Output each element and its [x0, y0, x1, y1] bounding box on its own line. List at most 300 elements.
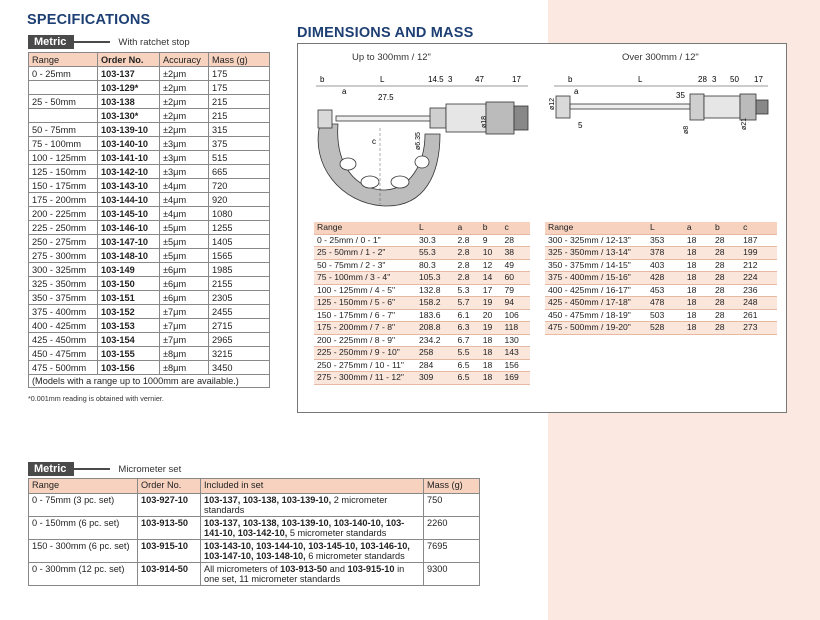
set-included: 103-137, 103-138, 103-139-10, 103-140-10, 103-141-10, 103-142-10, 5 micrometer standards — [201, 517, 424, 540]
dim-c: 28 — [501, 234, 530, 247]
dim-header-cell: b — [712, 222, 740, 234]
table-row — [314, 372, 530, 385]
table-row — [29, 165, 270, 179]
set-mass: 750 — [424, 494, 480, 517]
dim-b: 9 — [480, 234, 502, 247]
dim-c: 106 — [501, 309, 530, 322]
dim-c: 143 — [501, 347, 530, 360]
spec-footer-note: (Models with a range up to 1000mm are available.) — [28, 375, 270, 388]
spec-order-no: 103-143-10 — [98, 179, 160, 193]
spec-accuracy: ±6μm — [160, 291, 209, 305]
set-header-cell: Order No. — [138, 479, 201, 494]
dim-header-cell: L — [416, 222, 455, 234]
dim-a: 6.5 — [455, 372, 480, 385]
spec-range: 350 - 375mm — [29, 291, 98, 305]
table-row — [29, 319, 270, 333]
frame-hole — [415, 156, 429, 168]
dim-range: 125 - 150mm / 5 - 6" — [314, 297, 416, 310]
table-row — [545, 322, 777, 335]
dim-c: 236 — [740, 284, 777, 297]
micrometer-set-table — [28, 478, 480, 586]
dim-b: 28 — [712, 309, 740, 322]
dim-a: 2.8 — [455, 234, 480, 247]
set-range: 0 - 300mm (12 pc. set) — [29, 563, 138, 586]
table-row — [545, 297, 777, 310]
dim-label: 50 — [730, 75, 739, 84]
spec-order-no: 103-150 — [98, 277, 160, 291]
spec-order-no: 103-146-10 — [98, 221, 160, 235]
dim-b: 19 — [480, 322, 502, 335]
micrometer-drawing-left — [300, 64, 540, 220]
dim-a: 6.7 — [455, 334, 480, 347]
set-subtitle: Micrometer set — [118, 463, 182, 475]
dim-a: 6.3 — [455, 322, 480, 335]
spec-mass: 2455 — [209, 305, 270, 319]
left-caption: Up to 300mm / 12" — [352, 52, 431, 63]
dim-b: 14 — [480, 272, 502, 285]
table-row — [29, 563, 480, 586]
dim-L: 309 — [416, 372, 455, 385]
dim-range: 200 - 225mm / 8 - 9" — [314, 334, 416, 347]
dim-a: 18 — [684, 234, 712, 247]
spec-order-no: 103-155 — [98, 347, 160, 361]
spec-tag-row — [28, 35, 190, 49]
table-row — [29, 81, 270, 95]
dim-label: ø8 — [683, 125, 690, 134]
dim-label: b — [568, 75, 573, 84]
spec-order-no: 103-154 — [98, 333, 160, 347]
spec-order-no: 103-152 — [98, 305, 160, 319]
table-row — [314, 334, 530, 347]
spec-mass: 1985 — [209, 263, 270, 277]
dim-label: 14.5 — [428, 75, 444, 84]
spec-mass: 2155 — [209, 277, 270, 291]
table-row — [29, 207, 270, 221]
frame-hole — [391, 176, 409, 188]
dim-range: 225 - 250mm / 9 - 10" — [314, 347, 416, 360]
dim-header-cell: c — [501, 222, 530, 234]
table-row — [545, 272, 777, 285]
dim-label: ø18 — [481, 115, 488, 128]
dim-label: b — [320, 75, 325, 84]
dim-L: 353 — [647, 234, 684, 247]
spec-range: 150 - 175mm — [29, 179, 98, 193]
spec-accuracy: ±2μm — [160, 95, 209, 109]
spec-mass: 175 — [209, 67, 270, 81]
spec-order-no: 103-137 — [98, 67, 160, 81]
lock — [430, 108, 446, 128]
table-row — [29, 151, 270, 165]
spec-range: 400 - 425mm — [29, 319, 98, 333]
spec-header-cell: Range — [29, 53, 98, 67]
spec-accuracy: ±2μm — [160, 67, 209, 81]
table-row — [29, 494, 480, 517]
dim-b: 18 — [480, 359, 502, 372]
dim-c: 130 — [501, 334, 530, 347]
dim-label: c — [372, 137, 376, 146]
dim-L: 258 — [416, 347, 455, 360]
vernier-note: *0.001mm reading is obtained with vernier. — [28, 394, 164, 403]
thimble — [740, 94, 756, 120]
set-range: 150 - 300mm (6 pc. set) — [29, 540, 138, 563]
table-row — [314, 347, 530, 360]
spec-accuracy: ±6μm — [160, 277, 209, 291]
spec-range: 375 - 400mm — [29, 305, 98, 319]
spec-mass: 3215 — [209, 347, 270, 361]
dim-a: 6.5 — [455, 359, 480, 372]
ratchet — [514, 106, 528, 130]
dim-c: 187 — [740, 234, 777, 247]
spec-header-cell: Mass (g) — [209, 53, 270, 67]
spec-order-no: 103-151 — [98, 291, 160, 305]
dim-b: 20 — [480, 309, 502, 322]
set-header-cell: Range — [29, 479, 138, 494]
dim-b: 28 — [712, 322, 740, 335]
dim-header-cell: a — [684, 222, 712, 234]
spec-mass: 375 — [209, 137, 270, 151]
table-row — [545, 234, 777, 247]
dim-label: 5 — [578, 121, 583, 130]
dim-label: 3 — [712, 75, 717, 84]
dim-L: 234.2 — [416, 334, 455, 347]
dim-range: 75 - 100mm / 3 - 4" — [314, 272, 416, 285]
spec-accuracy: ±2μm — [160, 123, 209, 137]
dim-label: ø12 — [549, 97, 556, 110]
thimble — [486, 102, 514, 134]
dim-label: 3 — [448, 75, 453, 84]
anvil — [556, 96, 570, 118]
dim-c: 38 — [501, 247, 530, 260]
dim-L: 105.3 — [416, 272, 455, 285]
spec-order-no: 103-129* — [98, 81, 160, 95]
dim-label: 47 — [475, 75, 484, 84]
spec-header-row — [29, 53, 270, 67]
dimensions-table-left — [314, 222, 530, 385]
metric-tag: Metric — [28, 35, 74, 49]
spec-mass: 1080 — [209, 207, 270, 221]
table-row — [29, 235, 270, 249]
spec-mass: 2305 — [209, 291, 270, 305]
dim-L: 403 — [647, 259, 684, 272]
spec-order-no: 103-156 — [98, 361, 160, 375]
dim-range: 175 - 200mm / 7 - 8" — [314, 322, 416, 335]
spec-accuracy: ±3μm — [160, 165, 209, 179]
spec-order-no: 103-149 — [98, 263, 160, 277]
dim-header-cell: a — [455, 222, 480, 234]
dim-b: 28 — [712, 284, 740, 297]
set-included: 103-137, 103-138, 103-139-10, 2 micrometer standards — [201, 494, 424, 517]
dim-b: 28 — [712, 272, 740, 285]
dim-c: 60 — [501, 272, 530, 285]
table-row — [29, 109, 270, 123]
spec-accuracy: ±7μm — [160, 319, 209, 333]
table-row — [29, 540, 480, 563]
spec-range — [29, 109, 98, 123]
dim-label: 35 — [676, 91, 685, 100]
dim-header-row — [314, 222, 530, 234]
dim-a: 18 — [684, 322, 712, 335]
spec-range: 225 - 250mm — [29, 221, 98, 235]
dim-range: 250 - 275mm / 10 - 11" — [314, 359, 416, 372]
dim-range: 50 - 75mm / 2 - 3" — [314, 259, 416, 272]
dim-b: 17 — [480, 284, 502, 297]
spec-subtitle: With ratchet stop — [118, 36, 190, 48]
spec-order-no: 103-145-10 — [98, 207, 160, 221]
spec-range: 75 - 100mm — [29, 137, 98, 151]
frame-hole — [340, 158, 356, 170]
dim-label: a — [342, 87, 347, 96]
dim-label: a — [574, 87, 579, 96]
dim-label: 27.5 — [378, 93, 394, 102]
spec-order-no: 103-153 — [98, 319, 160, 333]
spec-order-no: 103-139-10 — [98, 123, 160, 137]
dim-b: 19 — [480, 297, 502, 310]
dim-L: 80.3 — [416, 259, 455, 272]
table-row — [314, 284, 530, 297]
dim-c: 224 — [740, 272, 777, 285]
table-row — [29, 291, 270, 305]
table-row — [29, 193, 270, 207]
set-order-no: 103-915-10 — [138, 540, 201, 563]
dim-a: 18 — [684, 284, 712, 297]
spec-range: 275 - 300mm — [29, 249, 98, 263]
spec-range: 475 - 500mm — [29, 361, 98, 375]
micrometer-drawing-right — [548, 64, 778, 144]
dim-a: 2.8 — [455, 247, 480, 260]
spec-accuracy: ±6μm — [160, 263, 209, 277]
table-row — [314, 309, 530, 322]
spec-range — [29, 81, 98, 95]
spec-mass: 2965 — [209, 333, 270, 347]
table-row — [314, 259, 530, 272]
dim-b: 18 — [480, 347, 502, 360]
dim-c: 79 — [501, 284, 530, 297]
table-row — [314, 297, 530, 310]
spec-mass: 720 — [209, 179, 270, 193]
dim-c: 169 — [501, 372, 530, 385]
dim-c: 156 — [501, 359, 530, 372]
spec-header-cell: Accuracy — [160, 53, 209, 67]
spec-range: 250 - 275mm — [29, 235, 98, 249]
dim-range: 475 - 500mm / 19-20" — [545, 322, 647, 335]
dim-header-cell: Range — [545, 222, 647, 234]
spec-range: 325 - 350mm — [29, 277, 98, 291]
table-row — [545, 247, 777, 260]
set-included: 103-143-10, 103-144-10, 103-145-10, 103-146-10, 103-147-10, 103-148-10, 6 micrometer standards — [201, 540, 424, 563]
spec-range: 300 - 325mm — [29, 263, 98, 277]
dim-c: 49 — [501, 259, 530, 272]
dim-L: 478 — [647, 297, 684, 310]
dim-range: 425 - 450mm / 17-18" — [545, 297, 647, 310]
table-row — [545, 309, 777, 322]
dim-c: 212 — [740, 259, 777, 272]
dim-L: 503 — [647, 309, 684, 322]
table-row — [29, 333, 270, 347]
spec-header-cell: Order No. — [98, 53, 160, 67]
dim-L: 158.2 — [416, 297, 455, 310]
dim-b: 12 — [480, 259, 502, 272]
dim-c: 199 — [740, 247, 777, 260]
dim-L: 183.6 — [416, 309, 455, 322]
dim-label: L — [638, 75, 643, 84]
spec-accuracy: ±4μm — [160, 207, 209, 221]
dim-range: 150 - 175mm / 6 - 7" — [314, 309, 416, 322]
spec-accuracy: ±4μm — [160, 179, 209, 193]
dim-c: 273 — [740, 322, 777, 335]
spec-order-no: 103-147-10 — [98, 235, 160, 249]
dim-a: 5.5 — [455, 347, 480, 360]
dim-range: 100 - 125mm / 4 - 5" — [314, 284, 416, 297]
lock — [690, 94, 704, 120]
set-mass: 2260 — [424, 517, 480, 540]
spec-accuracy: ±5μm — [160, 221, 209, 235]
spec-mass: 3450 — [209, 361, 270, 375]
spec-range: 200 - 225mm — [29, 207, 98, 221]
dim-range: 275 - 300mm / 11 - 12" — [314, 372, 416, 385]
table-row — [545, 284, 777, 297]
right-caption: Over 300mm / 12" — [622, 52, 699, 63]
spec-range: 450 - 475mm — [29, 347, 98, 361]
dimensions-table-right — [545, 222, 777, 335]
table-row — [314, 359, 530, 372]
specifications-table — [28, 52, 270, 375]
table-row — [314, 234, 530, 247]
dim-header-row — [545, 222, 777, 234]
dim-L: 453 — [647, 284, 684, 297]
spec-range: 0 - 25mm — [29, 67, 98, 81]
spec-order-no: 103-130* — [98, 109, 160, 123]
spec-range: 50 - 75mm — [29, 123, 98, 137]
set-range: 0 - 150mm (6 pc. set) — [29, 517, 138, 540]
dim-a: 18 — [684, 247, 712, 260]
spec-accuracy: ±2μm — [160, 81, 209, 95]
table-row — [29, 221, 270, 235]
spec-mass: 515 — [209, 151, 270, 165]
dim-range: 0 - 25mm / 0 - 1" — [314, 234, 416, 247]
set-included: All micrometers of 103-913-50 and 103-915-10 in one set, 11 micrometer standards — [201, 563, 424, 586]
spec-accuracy: ±7μm — [160, 305, 209, 319]
spec-accuracy: ±3μm — [160, 151, 209, 165]
spec-range: 25 - 50mm — [29, 95, 98, 109]
spec-order-no: 103-138 — [98, 95, 160, 109]
spec-accuracy: ±3μm — [160, 137, 209, 151]
spec-accuracy: ±8μm — [160, 347, 209, 361]
dim-b: 10 — [480, 247, 502, 260]
table-row — [29, 249, 270, 263]
table-row — [29, 123, 270, 137]
specifications-title: SPECIFICATIONS — [27, 12, 151, 28]
spec-accuracy: ±4μm — [160, 193, 209, 207]
spec-accuracy: ±5μm — [160, 249, 209, 263]
spindle — [336, 116, 434, 121]
dim-a: 2.8 — [455, 259, 480, 272]
table-row — [29, 347, 270, 361]
dim-L: 378 — [647, 247, 684, 260]
table-row — [545, 259, 777, 272]
table-row — [29, 305, 270, 319]
dim-label: 28 — [698, 75, 707, 84]
table-row — [314, 247, 530, 260]
spec-order-no: 103-148-10 — [98, 249, 160, 263]
dim-a: 18 — [684, 272, 712, 285]
dim-L: 132.8 — [416, 284, 455, 297]
spec-mass: 1255 — [209, 221, 270, 235]
spindle — [570, 104, 690, 109]
table-row — [29, 179, 270, 193]
dim-a: 18 — [684, 297, 712, 310]
spec-mass: 215 — [209, 109, 270, 123]
spec-order-no: 103-141-10 — [98, 151, 160, 165]
set-header-cell: Mass (g) — [424, 479, 480, 494]
set-mass: 7695 — [424, 540, 480, 563]
dim-L: 528 — [647, 322, 684, 335]
dim-b: 28 — [712, 259, 740, 272]
table-row — [29, 137, 270, 151]
dim-header-cell: c — [740, 222, 777, 234]
dim-range: 300 - 325mm / 12-13" — [545, 234, 647, 247]
dim-range: 350 - 375mm / 14-15" — [545, 259, 647, 272]
dim-range: 450 - 475mm / 18-19" — [545, 309, 647, 322]
table-row — [29, 361, 270, 375]
set-header-row — [29, 479, 480, 494]
spec-table-body — [29, 67, 270, 375]
anvil — [318, 110, 332, 128]
dim-header-cell: Range — [314, 222, 416, 234]
spec-mass: 2715 — [209, 319, 270, 333]
spec-accuracy: ±7μm — [160, 333, 209, 347]
dim-b: 28 — [712, 247, 740, 260]
dim-label: 17 — [512, 75, 521, 84]
set-mass: 9300 — [424, 563, 480, 586]
dim-L: 208.8 — [416, 322, 455, 335]
dim-a: 2.8 — [455, 272, 480, 285]
dim-range: 25 - 50mm / 1 - 2" — [314, 247, 416, 260]
dim-a: 18 — [684, 259, 712, 272]
dim-label: L — [380, 75, 385, 84]
spec-accuracy: ±2μm — [160, 109, 209, 123]
set-order-no: 103-914-50 — [138, 563, 201, 586]
dimensions-title: DIMENSIONS AND MASS — [297, 25, 474, 41]
spec-mass: 175 — [209, 81, 270, 95]
frame-hole — [361, 176, 379, 188]
table-row — [29, 517, 480, 540]
dim-range: 325 - 350mm / 13-14" — [545, 247, 647, 260]
table-row — [29, 263, 270, 277]
dim-L: 428 — [647, 272, 684, 285]
table-row — [29, 95, 270, 109]
dim-label: ø6.35 — [415, 132, 422, 150]
tag-line — [74, 468, 110, 470]
set-range: 0 - 75mm (3 pc. set) — [29, 494, 138, 517]
sleeve — [446, 104, 486, 132]
spec-order-no: 103-142-10 — [98, 165, 160, 179]
dim-b: 18 — [480, 334, 502, 347]
spec-order-no: 103-144-10 — [98, 193, 160, 207]
dim-b: 28 — [712, 297, 740, 310]
ratchet — [756, 100, 768, 114]
spec-range: 125 - 150mm — [29, 165, 98, 179]
spec-mass: 1565 — [209, 249, 270, 263]
spec-accuracy: ±5μm — [160, 235, 209, 249]
dim-c: 261 — [740, 309, 777, 322]
dim-L: 30.3 — [416, 234, 455, 247]
dim-L: 55.3 — [416, 247, 455, 260]
spec-range: 425 - 450mm — [29, 333, 98, 347]
dim-b: 28 — [712, 234, 740, 247]
dim-label: 17 — [754, 75, 763, 84]
dim-range: 400 - 425mm / 16-17" — [545, 284, 647, 297]
sleeve — [704, 96, 740, 118]
